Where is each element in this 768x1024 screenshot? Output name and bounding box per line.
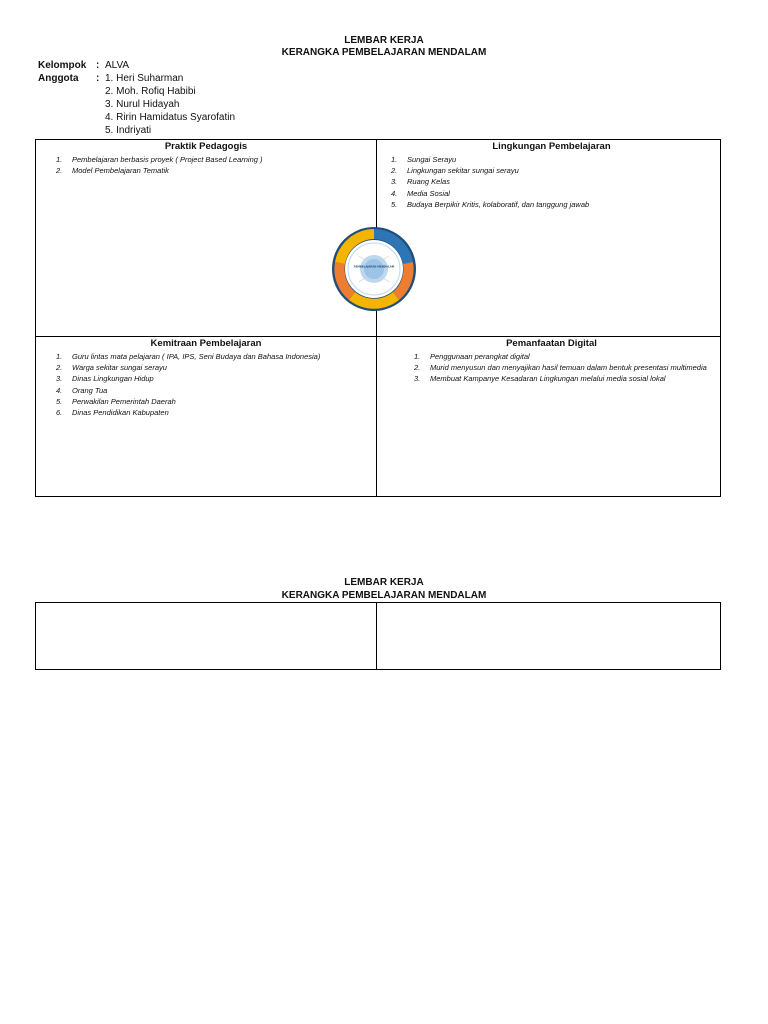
kemitraan-list [56,351,368,418]
group-info [38,59,235,137]
kelompok-row [38,59,235,72]
list-item: 3. Membuat Kampanye Kesadaran Lingkungan melalui media sosial lokal [414,374,666,384]
digital-title: Pemanfaatan Digital [506,338,597,349]
sheet2-title-line2: KERANGKA PEMBELAJARAN MENDALAM [281,590,487,601]
list-item: 2. Lingkungan sekitar sungai serayu [391,166,519,176]
quadrant-lingkungan-pembelajaran [377,140,720,336]
grid2-vertical-divider [376,603,377,669]
member-5: 5. Indriyati [105,125,152,136]
sheet2-title-line1: LEMBAR KERJA [344,577,424,588]
member-1: 1. Heri Suharman [105,73,184,84]
praktik-list [56,154,368,176]
quadrant-kemitraan-pembelajaran [36,337,376,496]
member-4: 4. Ririn Hamidatus Syarofatin [105,112,236,123]
anggota-row [38,72,235,85]
anggota-label: Anggota [38,73,79,84]
list-item: 5. Budaya Berpikir Kritis, kolaboratif, dan tanggung jawab [391,199,590,209]
kemitraan-title: Kemitraan Pembelajaran [150,338,262,349]
list-item: 3. Ruang Kelas [391,177,450,187]
list-item: 1. Pembelajaran berbasis proyek ( Project Based Learning ) [56,155,263,164]
praktik-title: Praktik Pedagogis [164,141,248,152]
member-list [38,85,235,137]
lingkungan-title: Lingkungan Pembelajaran [492,141,611,152]
list-item: 5. Perwakilan Pemerintah Daerah [56,396,176,406]
list-item: 6. Dinas Pendidikan Kabupaten [56,408,169,418]
member-3: 3. Nurul Hidayah [105,99,180,110]
list-item: 4. Orang Tua [56,385,108,395]
framework-grid [35,139,721,497]
list-item: 3. Dinas Lingkungan Hidup [56,374,154,384]
list-item: 2. Model Pembelajaran Tematik [56,166,169,176]
sheet1-title-line1: LEMBAR KERJA [344,35,424,46]
anggota-colon: : [96,73,100,84]
deep-learning-wheel-icon [329,226,419,312]
framework-grid-2 [35,602,721,670]
list-item: 1. Penggunaan perangkat digital [414,352,530,361]
quadrant-pemanfaatan-digital [377,337,720,496]
lingkungan-list [391,154,712,210]
kelompok-colon: : [96,60,100,71]
wheel-center-text: PEMBELAJARAN MENDALAM [353,265,395,269]
list-item: 1. Guru lintas mata pelajaran ( IPA, IPS, Seni Budaya dan Bahasa Indonesia) [56,352,321,361]
kelompok-label: Kelompok [38,60,87,71]
member-2: 2. Moh. Rofiq Habibi [105,86,196,97]
digital-list [414,351,712,385]
list-item: 4. Media Sosial [391,188,450,198]
quadrant-praktik-pedagogis [36,140,376,336]
list-item: 1. Sungai Serayu [391,155,457,164]
list-item: 2. Murid menyusun dan menyajikan hasil temuan dalam bentuk presentasi multimedia [414,363,707,373]
sheet1-title-line2: KERANGKA PEMBELAJARAN MENDALAM [281,47,487,58]
list-item: 2. Warga sekitar sungai serayu [56,363,167,373]
kelompok-value: ALVA [105,60,130,71]
